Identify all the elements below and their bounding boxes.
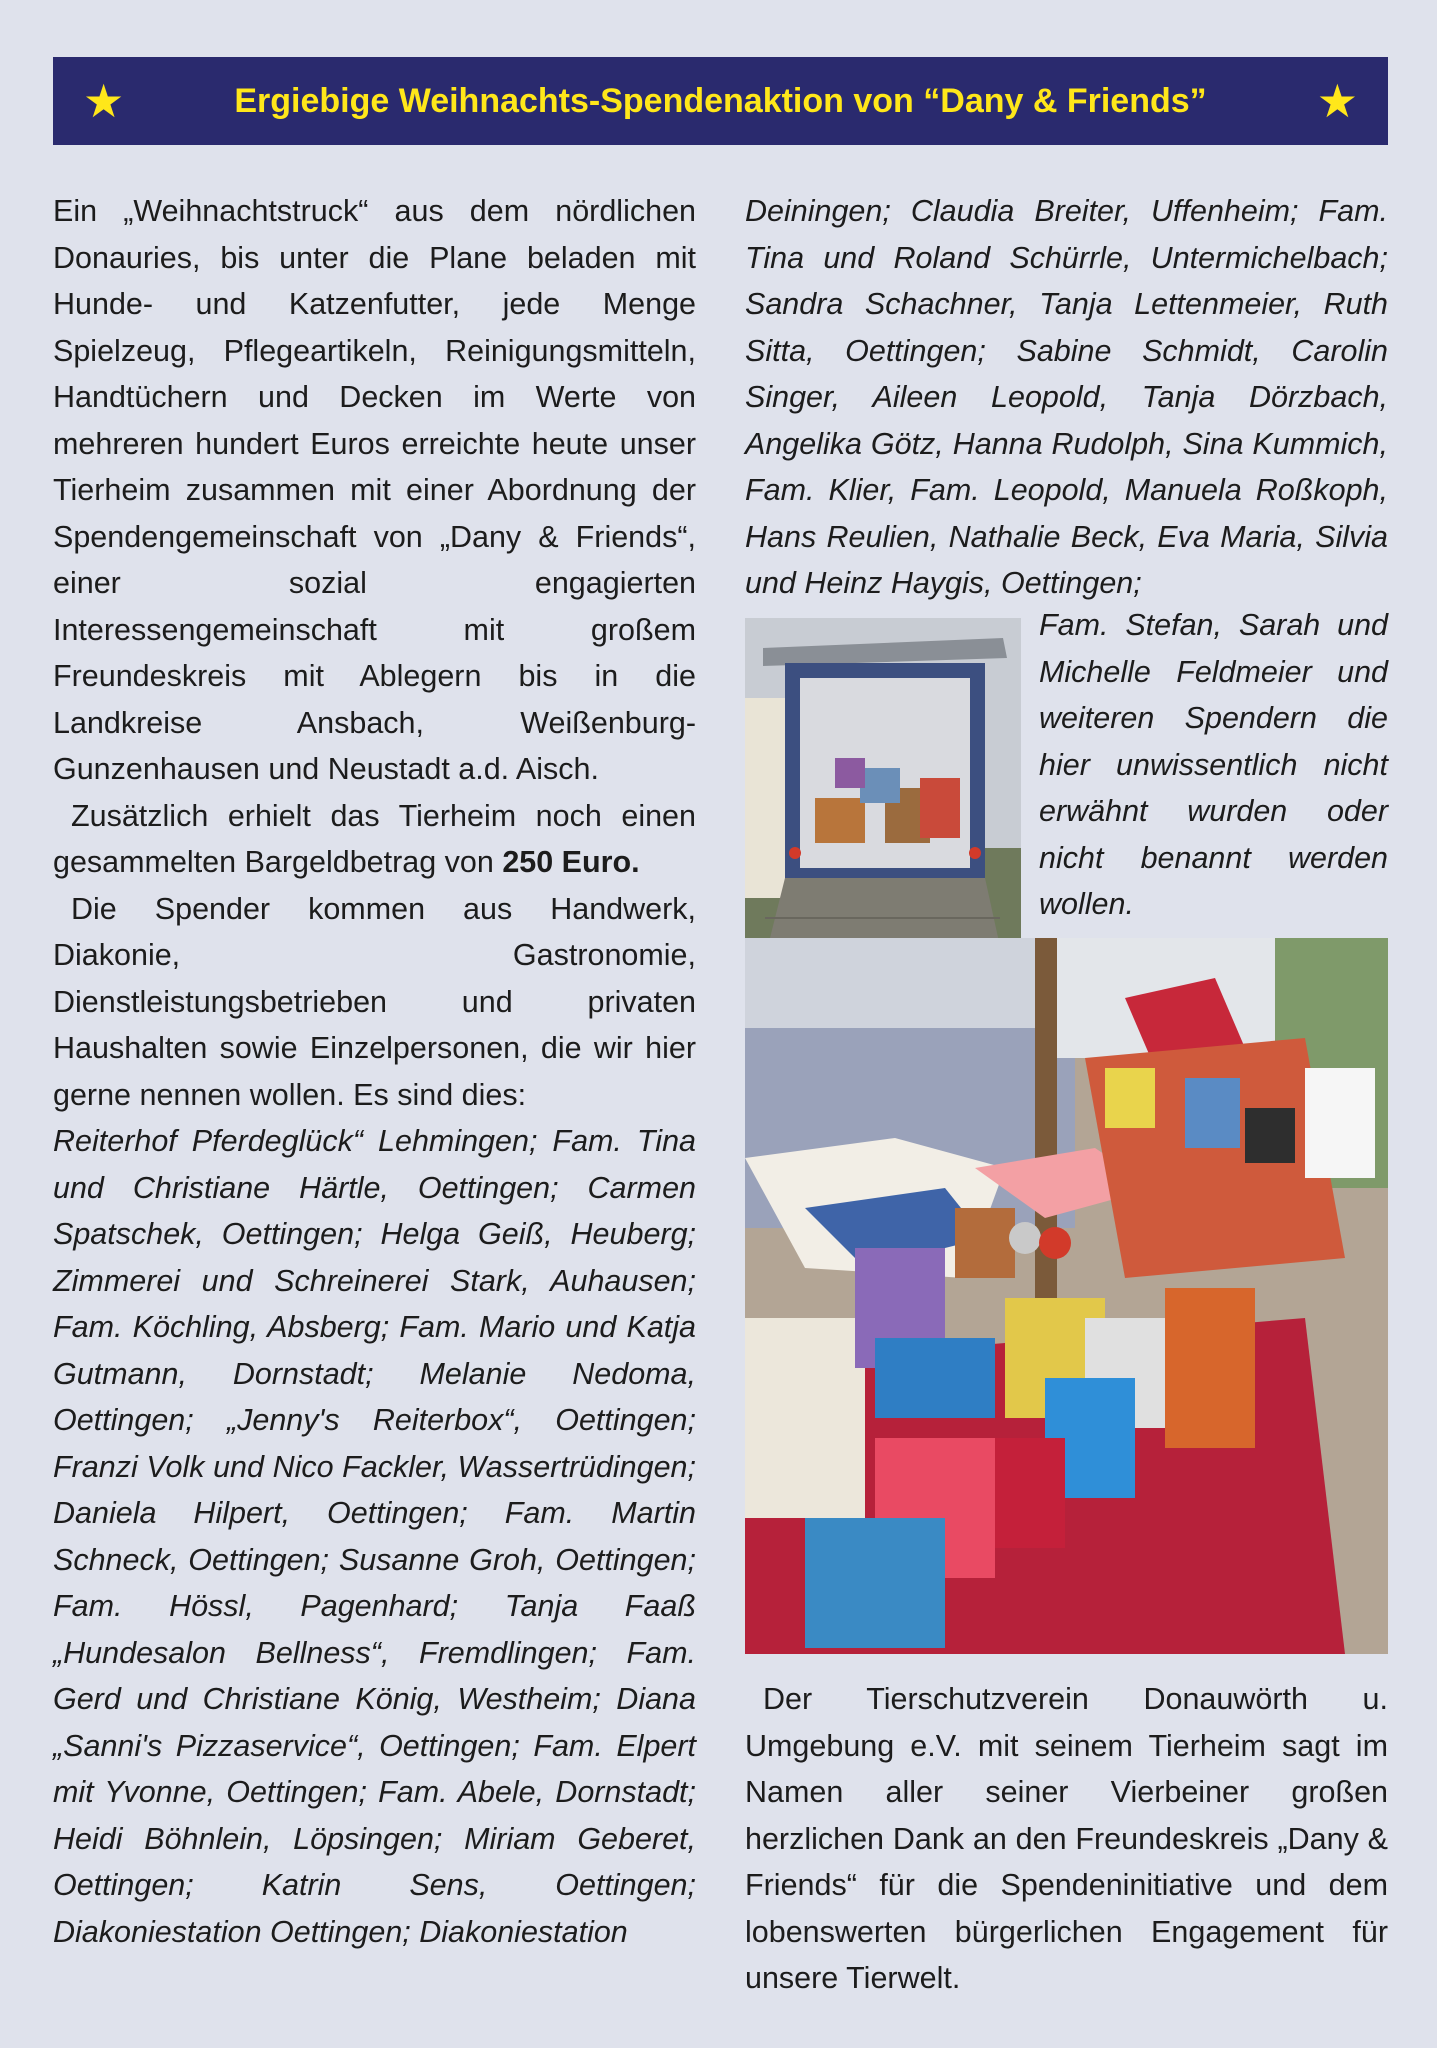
headline-title: Ergiebige Weihnachts-Spendenaktion von “Dany & Friends” bbox=[234, 81, 1207, 120]
donations-photo bbox=[745, 938, 1388, 1654]
closing-paragraph bbox=[745, 1676, 1388, 2002]
donors-intro-paragraph: Die Spender kommen aus Handwerk, Diakonie, Gastronomie, Dienstleistungsbetrieben und privaten Haushalten sowie Einzelpersonen, die wir hier gerne nennen wollen. Es sind dies: bbox=[53, 891, 696, 1112]
intro-paragraph: Ein „Weihnachtstruck“ aus dem nördlichen Donauries, bis unter die Plane beladen mit Hunde- und Katzenfutter, jede Menge Spielzeug, Pflegeartikeln, Reinigungsmitteln, Handtüchern und Decken im Werte von mehreren hundert Euros erreichte heute unser Tierheim zusammen mit einer Abordnung der Spendengemeinschaft von „Dany & Friends“, einer sozial engagierten Interessengemeinschaft mit großem Freundeskreis mit Ablegern bis in die Landkreise Ansbach, Weißenburg-Gunzenhausen und Neustadt a.d. Aisch. bbox=[53, 194, 696, 786]
donor-list-continued: Deiningen; Claudia Breiter, Uffenheim; Fam. Tina und Roland Schürrle, Untermichelbach; Sandra Schachner, Tanja Lettenmeier, Ruth Sitta, Oettingen; Sabine Schmidt, Carolin Singer, Aileen Leopold, Tanja Dörzbach, Angelika Götz, Hanna Rudolph, Sina Kummich, Fam. Klier, Fam. Leopold, Manuela Roßkoph, Hans Reulien, Nathalie Beck, Eva Maria, Silvia und Heinz Haygis, Oettingen; bbox=[745, 194, 1388, 600]
right-column-top bbox=[745, 188, 1388, 607]
headline-banner bbox=[53, 57, 1388, 145]
donor-list: Reiterhof Pferdeglück“ Lehmingen; Fam. Tina und Christiane Härtle, Oettingen; Carmen Spatschek, Oettingen; Helga Geiß, Heuberg; Zimmerei und Schreinerei Stark, Auhausen; Fam. Köchling, Absberg; Fam. Mario und Katja Gutmann, Dornstadt; Melanie Nedoma, Oettingen; „Jenny's Reiterbox“, Oettingen; Franzi Volk und Nico Fackler, Wassertrüdingen; Daniela Hilpert, Oettingen; Fam. Martin Schneck, Oettingen; Susanne Groh, Oettingen; Fam. Hössl, Pagenhard; Tanja Faaß „Hundesalon Bellness“, Fremdlingen; Fam. Gerd und Christiane König, Westheim; Diana „Sanni's Pizzaservice“, Oettingen; Fam. Elpert mit Yvonne, Oettingen; Fam. Abele, Dornstadt; Heidi Böhnlein, Löpsingen; Miriam Geberet, Oettingen; Katrin Sens, Oettingen; Diakoniestation Oettingen; Diakoniestation bbox=[53, 1124, 696, 1949]
star-icon: ★ bbox=[83, 75, 125, 127]
star-icon: ★ bbox=[1316, 75, 1358, 127]
cash-paragraph: Zusätzlich erhielt das Tierheim noch einen gesammelten Bargeldbetrag von 250 Euro. bbox=[53, 798, 696, 879]
closing-text: Der Tierschutzverein Donauwörth u. Umgebung e.V. mit seinem Tierheim sagt im Namen aller seiner Vierbeiner großen herzlichen Dank an den Freundeskreis „Dany & Friends“ für die Spendeninitiative und dem lobenswerten bürgerlichen Engagement für unsere Tierwelt. bbox=[745, 1682, 1388, 1995]
donor-list-end: Fam. Stefan, Sarah und Michelle Feldmeier und weiteren Spendern die hier unwissentlich nicht erwähnt wurden oder nicht benannt werden wollen. bbox=[1039, 608, 1388, 921]
left-column bbox=[53, 188, 696, 1955]
cash-amount: 250 Euro. bbox=[502, 845, 640, 879]
